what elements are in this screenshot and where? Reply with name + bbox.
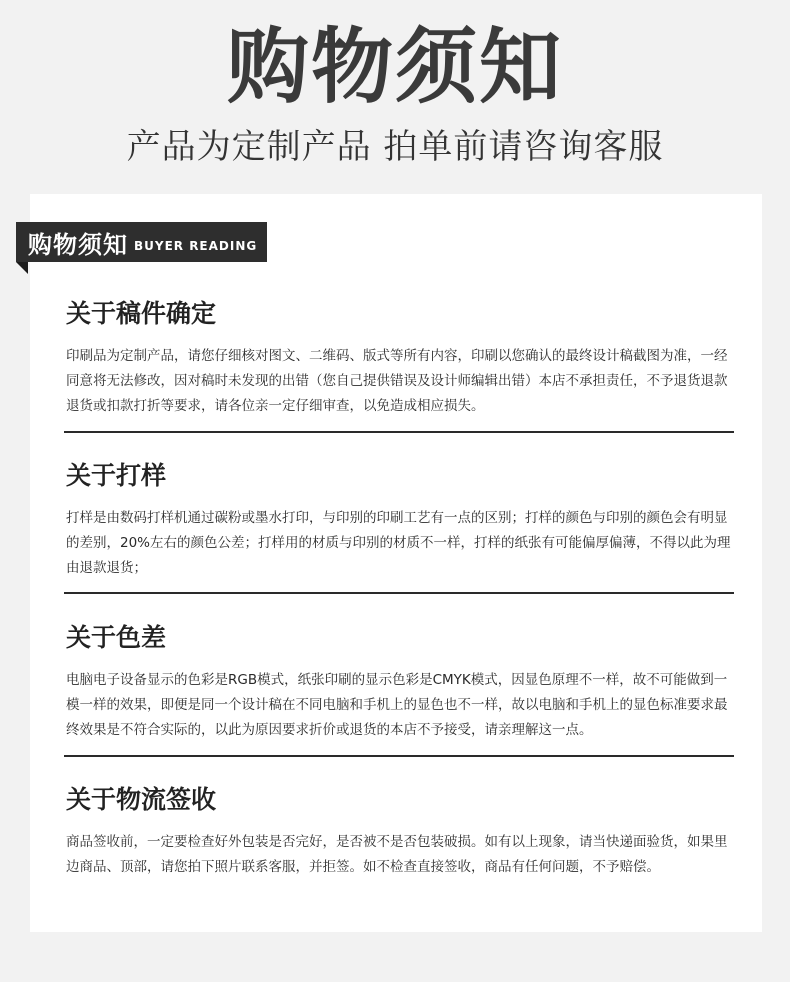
section-body: 商品签收前，一定要检查好外包装是否完好，是否被不是否包装破损。如有以上现象，请当快递面验货，如果里边商品、顶部，请您拍下照片联系客服，并拒签。如不检查直接签收，商品有任何问题，不予赔偿。 xyxy=(66,834,728,875)
section-divider xyxy=(64,755,734,757)
section-divider xyxy=(64,592,734,594)
section-body: 打样是由数码打样机通过碳粉或墨水打印，与印别的印刷工艺有一点的区别；打样的颜色与印别的颜色会有明显的差别，20%左右的颜色公差；打样用的材质与印别的材质不一样，打样的纸张有可能偏厚偏薄，不得以此为理由退款退货； xyxy=(66,510,731,576)
section-body: 电脑电子设备显示的色彩是RGB模式，纸张印刷的显示色彩是CMYK模式，因显色原理不一样，故不可能做到一模一样的效果，即便是同一个设计稿在不同电脑和手机上的显色也不一样，故以电脑和手机上的显色标准要求最终效果是不符合实际的，以此为原因要求折价或退货的本店不予接受，请亲理解这一点。 xyxy=(66,672,728,738)
section-badge xyxy=(16,222,267,262)
section-delivery-receipt xyxy=(66,782,734,880)
page-subtitle: 产品为定制产品 拍单前请咨询客服 xyxy=(126,127,664,167)
badge-label-cn: 购物须知 xyxy=(28,230,128,259)
section-title: 关于打样 xyxy=(66,461,167,490)
badge-fold-corner xyxy=(16,262,28,274)
section-body: 印刷品为定制产品，请您仔细核对图文、二维码、版式等所有内容，印刷以您确认的最终设计稿截图为准，一经同意将无法修改，因对稿时未发现的出错（您自己提供错误及设计师编辑出错）本店不承担责任，不予退货退款退货或扣款打折等要求，请各位亲一定仔细审查，以免造成相应损失。 xyxy=(66,348,728,414)
section-color-difference xyxy=(66,620,734,743)
section-title: 关于稿件确定 xyxy=(66,299,217,328)
section-title: 关于色差 xyxy=(66,623,167,652)
section-proofing xyxy=(66,458,734,581)
section-title: 关于物流签收 xyxy=(66,785,217,814)
section-manuscript xyxy=(66,296,734,419)
section-divider xyxy=(64,431,734,433)
page-title: 购物须知 xyxy=(226,20,563,115)
badge-label-en: BUYER READING xyxy=(134,239,258,253)
